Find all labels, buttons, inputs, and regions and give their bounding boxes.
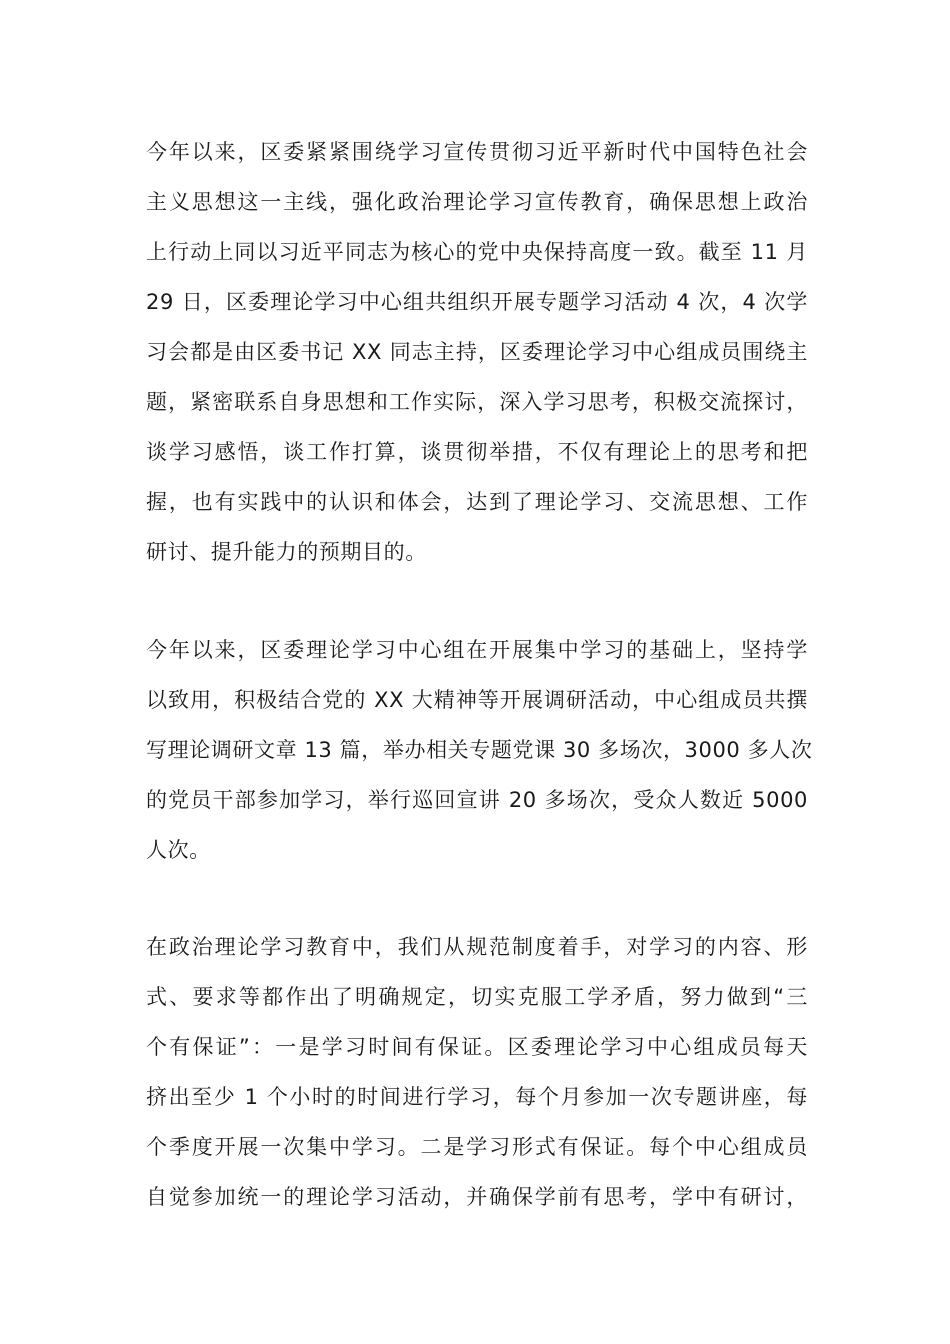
paragraph-line: 的党员干部参加学习，举行巡回宣讲 20 多场次，受众人数近 5000 xyxy=(146,788,808,812)
paragraph-line: 在政治理论学习教育中，我们从规范制度着手，对学习的内容、形 xyxy=(146,935,808,959)
paragraph-line: 今年以来，区委理论学习中心组在开展集中学习的基础上，坚持学 xyxy=(146,638,808,662)
paragraph-line: 谈学习感悟，谈工作打算，谈贯彻举措，不仅有理论上的思考和把 xyxy=(146,440,808,464)
paragraph-line: 式、要求等都作出了明确规定，切实克服工学矛盾，努力做到“三 xyxy=(146,985,808,1009)
paragraph-line: 题，紧密联系自身思想和工作实际，深入学习思考，积极交流探讨， xyxy=(146,390,808,414)
paragraph-line: 个有保证”：一是学习时间有保证。区委理论学习中心组成员每天 xyxy=(146,1035,808,1059)
paragraph-line: 以致用，积极结合党的 XX 大精神等开展调研活动，中心组成员共撰 xyxy=(146,688,808,712)
paragraph-line: 研讨、提升能力的预期目的。 xyxy=(146,540,427,564)
paragraph-line: 今年以来，区委紧紧围绕学习宣传贯彻习近平新时代中国特色社会 xyxy=(146,140,808,164)
paragraph-line: 握，也有实践中的认识和体会，达到了理论学习、交流思想、工作 xyxy=(146,490,808,514)
paragraph-line: 人次。 xyxy=(146,838,211,862)
paragraph-line: 个季度开展一次集中学习。二是学习形式有保证。每个中心组成员 xyxy=(146,1135,808,1159)
paragraph-line: 写理论调研文章 13 篇，举办相关专题党课 30 多场次，3000 多人次 xyxy=(146,738,813,762)
paragraph-line: 习会都是由区委书记 XX 同志主持，区委理论学习中心组成员围绕主 xyxy=(146,340,808,364)
paragraph-line: 自觉参加统一的理论学习活动，并确保学前有思考，学中有研讨， xyxy=(146,1185,808,1209)
paragraph-line: 29 日，区委理论学习中心组共组织开展专题学习活动 4 次，4 次学 xyxy=(146,290,808,314)
paragraph-line: 主义思想这一主线，强化政治理论学习宣传教育，确保思想上政治 xyxy=(146,190,808,214)
paragraph-line: 上行动上同以习近平同志为核心的党中央保持高度一致。截至 11 月 xyxy=(146,240,808,264)
paragraph-line: 挤出至少 1 个小时的时间进行学习，每个月参加一次专题讲座，每 xyxy=(146,1085,808,1109)
